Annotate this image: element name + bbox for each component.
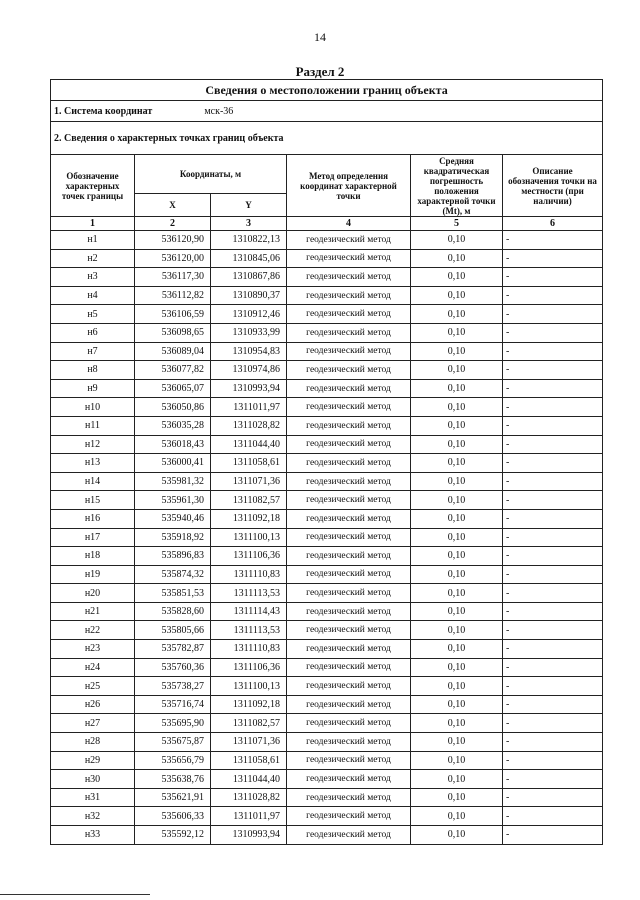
method-cell: геодезический метод — [287, 231, 411, 250]
column-number: 2 — [135, 217, 211, 231]
x-coordinate-cell: 536089,04 — [135, 342, 211, 361]
method-cell: геодезический метод — [287, 770, 411, 789]
description-cell: - — [503, 323, 603, 342]
description-cell: - — [503, 379, 603, 398]
y-coordinate-cell: 1310822,13 — [211, 231, 287, 250]
description-cell: - — [503, 528, 603, 547]
method-cell: геодезический метод — [287, 509, 411, 528]
error-cell: 0,10 — [411, 416, 503, 435]
table-row — [51, 454, 603, 473]
x-coordinate-cell: 535738,27 — [135, 677, 211, 696]
boundary-points-table — [50, 79, 603, 845]
y-coordinate-cell: 1311082,57 — [211, 714, 287, 733]
description-cell: - — [503, 788, 603, 807]
y-coordinate-cell: 1311011,97 — [211, 807, 287, 826]
y-coordinate-cell: 1310867,86 — [211, 268, 287, 287]
table-row — [51, 286, 603, 305]
method-cell: геодезический метод — [287, 547, 411, 566]
point-name-cell: н30 — [51, 770, 135, 789]
method-cell: геодезический метод — [287, 807, 411, 826]
method-cell: геодезический метод — [287, 286, 411, 305]
description-cell: - — [503, 472, 603, 491]
point-name-cell: н8 — [51, 361, 135, 380]
method-cell: геодезический метод — [287, 379, 411, 398]
table-row — [51, 584, 603, 603]
point-name-cell: н13 — [51, 454, 135, 473]
error-cell: 0,10 — [411, 398, 503, 417]
y-coordinate-cell: 1311114,43 — [211, 602, 287, 621]
description-cell: - — [503, 286, 603, 305]
description-cell: - — [503, 714, 603, 733]
coord-system-cell — [51, 101, 603, 122]
method-cell: геодезический метод — [287, 584, 411, 603]
method-cell: геодезический метод — [287, 342, 411, 361]
x-coordinate-cell: 535592,12 — [135, 826, 211, 845]
x-coordinate-cell: 536000,41 — [135, 454, 211, 473]
table-row — [51, 231, 603, 250]
x-coordinate-cell: 535760,36 — [135, 658, 211, 677]
table-row — [51, 751, 603, 770]
x-coordinate-cell: 535940,46 — [135, 509, 211, 528]
method-cell: геодезический метод — [287, 268, 411, 287]
method-cell: геодезический метод — [287, 249, 411, 268]
y-coordinate-cell: 1311082,57 — [211, 491, 287, 510]
x-coordinate-cell: 535621,91 — [135, 788, 211, 807]
description-cell: - — [503, 695, 603, 714]
table-row — [51, 528, 603, 547]
method-cell: геодезический метод — [287, 361, 411, 380]
column-number: 1 — [51, 217, 135, 231]
table-row — [51, 305, 603, 324]
method-cell: геодезический метод — [287, 491, 411, 510]
description-cell: - — [503, 342, 603, 361]
y-coordinate-cell: 1311100,13 — [211, 528, 287, 547]
method-cell: геодезический метод — [287, 788, 411, 807]
x-coordinate-cell: 535656,79 — [135, 751, 211, 770]
y-coordinate-cell: 1310993,94 — [211, 826, 287, 845]
point-name-cell: н7 — [51, 342, 135, 361]
error-cell: 0,10 — [411, 305, 503, 324]
method-cell: геодезический метод — [287, 435, 411, 454]
table-row — [51, 695, 603, 714]
error-cell: 0,10 — [411, 379, 503, 398]
column-number: 5 — [411, 217, 503, 231]
method-cell: геодезический метод — [287, 826, 411, 845]
error-cell: 0,10 — [411, 714, 503, 733]
x-coordinate-cell: 536098,65 — [135, 323, 211, 342]
description-cell: - — [503, 584, 603, 603]
error-cell: 0,10 — [411, 491, 503, 510]
point-name-cell: н17 — [51, 528, 135, 547]
description-cell: - — [503, 268, 603, 287]
coord-system-label: 1. Система координат — [54, 105, 153, 117]
x-coordinate-cell: 535805,66 — [135, 621, 211, 640]
y-coordinate-cell: 1311113,53 — [211, 584, 287, 603]
error-cell: 0,10 — [411, 509, 503, 528]
error-cell: 0,10 — [411, 751, 503, 770]
x-coordinate-cell: 536018,43 — [135, 435, 211, 454]
column-number: 6 — [503, 217, 603, 231]
point-name-cell: н12 — [51, 435, 135, 454]
error-cell: 0,10 — [411, 640, 503, 659]
y-coordinate-cell: 1311071,36 — [211, 472, 287, 491]
x-coordinate-cell: 535828,60 — [135, 602, 211, 621]
method-cell: геодезический метод — [287, 658, 411, 677]
description-cell: - — [503, 770, 603, 789]
table-row — [51, 342, 603, 361]
x-coordinate-cell: 535782,87 — [135, 640, 211, 659]
table-row — [51, 714, 603, 733]
y-coordinate-cell: 1311028,82 — [211, 788, 287, 807]
y-coordinate-cell: 1310890,37 — [211, 286, 287, 305]
error-cell: 0,10 — [411, 807, 503, 826]
x-coordinate-cell: 535918,92 — [135, 528, 211, 547]
method-cell: геодезический метод — [287, 677, 411, 696]
method-cell: геодезический метод — [287, 714, 411, 733]
column-number: 3 — [211, 217, 287, 231]
point-name-cell: н29 — [51, 751, 135, 770]
method-cell: геодезический метод — [287, 621, 411, 640]
y-coordinate-cell: 1311071,36 — [211, 733, 287, 752]
header-y: Y — [211, 194, 287, 217]
y-coordinate-cell: 1310974,86 — [211, 361, 287, 380]
y-coordinate-cell: 1311110,83 — [211, 565, 287, 584]
table-row — [51, 770, 603, 789]
points-heading: 2. Сведения о характерных точках границ объекта — [51, 122, 603, 155]
x-coordinate-cell: 536106,59 — [135, 305, 211, 324]
table-row — [51, 435, 603, 454]
table-row — [51, 472, 603, 491]
y-coordinate-cell: 1311106,36 — [211, 547, 287, 566]
table-row — [51, 733, 603, 752]
error-cell: 0,10 — [411, 528, 503, 547]
description-cell: - — [503, 640, 603, 659]
error-cell: 0,10 — [411, 733, 503, 752]
error-cell: 0,10 — [411, 472, 503, 491]
table-row — [51, 621, 603, 640]
method-cell: геодезический метод — [287, 751, 411, 770]
description-cell: - — [503, 361, 603, 380]
x-coordinate-cell: 536065,07 — [135, 379, 211, 398]
point-name-cell: н33 — [51, 826, 135, 845]
table-row — [51, 416, 603, 435]
description-cell: - — [503, 602, 603, 621]
description-cell: - — [503, 249, 603, 268]
error-cell: 0,10 — [411, 621, 503, 640]
error-cell: 0,10 — [411, 286, 503, 305]
x-coordinate-cell: 536117,30 — [135, 268, 211, 287]
x-coordinate-cell: 535695,90 — [135, 714, 211, 733]
method-cell: геодезический метод — [287, 305, 411, 324]
y-coordinate-cell: 1311092,18 — [211, 509, 287, 528]
point-name-cell: н10 — [51, 398, 135, 417]
method-cell: геодезический метод — [287, 733, 411, 752]
x-coordinate-cell: 535961,30 — [135, 491, 211, 510]
description-cell: - — [503, 658, 603, 677]
table-row — [51, 323, 603, 342]
y-coordinate-cell: 1311028,82 — [211, 416, 287, 435]
y-coordinate-cell: 1310845,06 — [211, 249, 287, 268]
table-row — [51, 509, 603, 528]
point-name-cell: н20 — [51, 584, 135, 603]
table-row — [51, 602, 603, 621]
point-name-cell: н18 — [51, 547, 135, 566]
point-name-cell: н22 — [51, 621, 135, 640]
point-name-cell: н31 — [51, 788, 135, 807]
points-heading-row — [51, 122, 603, 155]
point-name-cell: н11 — [51, 416, 135, 435]
point-name-cell: н6 — [51, 323, 135, 342]
point-name-cell: н2 — [51, 249, 135, 268]
coord-system-row — [51, 101, 603, 122]
description-cell: - — [503, 454, 603, 473]
point-name-cell: н4 — [51, 286, 135, 305]
error-cell: 0,10 — [411, 454, 503, 473]
description-cell: - — [503, 751, 603, 770]
method-cell: геодезический метод — [287, 565, 411, 584]
header-point-designation: Обозначение характерных точек границы — [51, 155, 135, 217]
x-coordinate-cell: 535638,76 — [135, 770, 211, 789]
error-cell: 0,10 — [411, 770, 503, 789]
method-cell: геодезический метод — [287, 323, 411, 342]
table-row — [51, 640, 603, 659]
method-cell: геодезический метод — [287, 454, 411, 473]
description-cell: - — [503, 826, 603, 845]
table-title-row — [51, 80, 603, 101]
table-row — [51, 547, 603, 566]
description-cell: - — [503, 231, 603, 250]
y-coordinate-cell: 1310993,94 — [211, 379, 287, 398]
x-coordinate-cell: 535874,32 — [135, 565, 211, 584]
method-cell: геодезический метод — [287, 695, 411, 714]
table-row — [51, 677, 603, 696]
description-cell: - — [503, 416, 603, 435]
table-row — [51, 379, 603, 398]
point-name-cell: н27 — [51, 714, 135, 733]
x-coordinate-cell: 535716,74 — [135, 695, 211, 714]
table-row — [51, 361, 603, 380]
y-coordinate-cell: 1311044,40 — [211, 435, 287, 454]
table-row — [51, 658, 603, 677]
header-description: Описание обозначения точки на местности (при наличии) — [503, 155, 603, 217]
error-cell: 0,10 — [411, 249, 503, 268]
column-number-row — [51, 217, 603, 231]
header-method: Метод определения координат характерной точки — [287, 155, 411, 217]
table-row — [51, 268, 603, 287]
page-number: 14 — [314, 30, 326, 44]
x-coordinate-cell: 535606,33 — [135, 807, 211, 826]
y-coordinate-cell: 1311092,18 — [211, 695, 287, 714]
description-cell: - — [503, 305, 603, 324]
description-cell: - — [503, 565, 603, 584]
y-coordinate-cell: 1311113,53 — [211, 621, 287, 640]
table-row — [51, 491, 603, 510]
x-coordinate-cell: 536120,90 — [135, 231, 211, 250]
point-name-cell: н24 — [51, 658, 135, 677]
error-cell: 0,10 — [411, 268, 503, 287]
header-coordinates: Координаты, м — [135, 155, 287, 194]
description-cell: - — [503, 733, 603, 752]
error-cell: 0,10 — [411, 231, 503, 250]
x-coordinate-cell: 536112,82 — [135, 286, 211, 305]
description-cell: - — [503, 677, 603, 696]
method-cell: геодезический метод — [287, 472, 411, 491]
description-cell: - — [503, 435, 603, 454]
table-row — [51, 807, 603, 826]
x-coordinate-cell: 535896,83 — [135, 547, 211, 566]
description-cell: - — [503, 509, 603, 528]
column-number: 4 — [287, 217, 411, 231]
method-cell: геодезический метод — [287, 602, 411, 621]
y-coordinate-cell: 1310912,46 — [211, 305, 287, 324]
section-title: Раздел 2 — [295, 64, 345, 79]
error-cell: 0,10 — [411, 826, 503, 845]
y-coordinate-cell: 1311110,83 — [211, 640, 287, 659]
method-cell: геодезический метод — [287, 416, 411, 435]
table-row — [51, 826, 603, 845]
y-coordinate-cell: 1311044,40 — [211, 770, 287, 789]
table-row — [51, 788, 603, 807]
point-name-cell: н5 — [51, 305, 135, 324]
point-name-cell: н15 — [51, 491, 135, 510]
footer-rule — [0, 894, 150, 895]
y-coordinate-cell: 1311100,13 — [211, 677, 287, 696]
point-name-cell: н21 — [51, 602, 135, 621]
method-cell: геодезический метод — [287, 398, 411, 417]
table-title: Сведения о местоположении границ объекта — [51, 80, 603, 101]
method-cell: геодезический метод — [287, 640, 411, 659]
description-cell: - — [503, 621, 603, 640]
point-name-cell: н23 — [51, 640, 135, 659]
x-coordinate-cell: 536077,82 — [135, 361, 211, 380]
y-coordinate-cell: 1311106,36 — [211, 658, 287, 677]
x-coordinate-cell: 535851,53 — [135, 584, 211, 603]
error-cell: 0,10 — [411, 677, 503, 696]
error-cell: 0,10 — [411, 435, 503, 454]
x-coordinate-cell: 536120,00 — [135, 249, 211, 268]
y-coordinate-cell: 1311011,97 — [211, 398, 287, 417]
point-name-cell: н19 — [51, 565, 135, 584]
x-coordinate-cell: 536050,86 — [135, 398, 211, 417]
point-name-cell: н3 — [51, 268, 135, 287]
point-name-cell: н25 — [51, 677, 135, 696]
error-cell: 0,10 — [411, 788, 503, 807]
description-cell: - — [503, 807, 603, 826]
error-cell: 0,10 — [411, 342, 503, 361]
description-cell: - — [503, 547, 603, 566]
x-coordinate-cell: 535981,32 — [135, 472, 211, 491]
point-name-cell: н9 — [51, 379, 135, 398]
table-row — [51, 565, 603, 584]
point-name-cell: н1 — [51, 231, 135, 250]
header-x: X — [135, 194, 211, 217]
coord-system-value: мск-36 — [204, 105, 234, 117]
table-row — [51, 249, 603, 268]
method-cell: геодезический метод — [287, 528, 411, 547]
point-name-cell: н32 — [51, 807, 135, 826]
header-error: Средняя квадратическая погрешность положения характерной точки (Mt), м — [411, 155, 503, 217]
point-name-cell: н16 — [51, 509, 135, 528]
error-cell: 0,10 — [411, 584, 503, 603]
y-coordinate-cell: 1310933,99 — [211, 323, 287, 342]
x-coordinate-cell: 535675,87 — [135, 733, 211, 752]
x-coordinate-cell: 536035,28 — [135, 416, 211, 435]
error-cell: 0,10 — [411, 323, 503, 342]
point-name-cell: н26 — [51, 695, 135, 714]
point-name-cell: н14 — [51, 472, 135, 491]
error-cell: 0,10 — [411, 361, 503, 380]
error-cell: 0,10 — [411, 658, 503, 677]
error-cell: 0,10 — [411, 547, 503, 566]
error-cell: 0,10 — [411, 602, 503, 621]
y-coordinate-cell: 1311058,61 — [211, 454, 287, 473]
point-name-cell: н28 — [51, 733, 135, 752]
y-coordinate-cell: 1311058,61 — [211, 751, 287, 770]
y-coordinate-cell: 1310954,83 — [211, 342, 287, 361]
description-cell: - — [503, 398, 603, 417]
error-cell: 0,10 — [411, 565, 503, 584]
column-header-row — [51, 155, 603, 194]
error-cell: 0,10 — [411, 695, 503, 714]
table-row — [51, 398, 603, 417]
description-cell: - — [503, 491, 603, 510]
